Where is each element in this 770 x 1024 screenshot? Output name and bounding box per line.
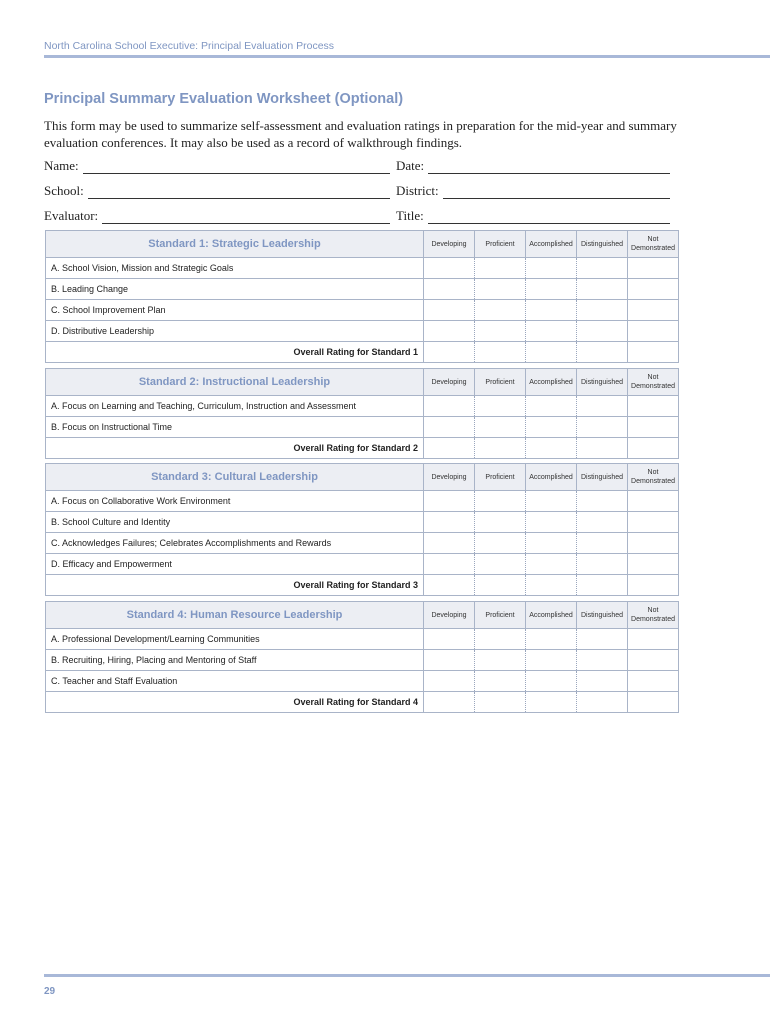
evaluator-line[interactable]: [102, 209, 390, 224]
rating-cell[interactable]: [526, 279, 577, 300]
field-row-name-date: [44, 158, 670, 176]
col-demonstrated: Demonstrated: [631, 383, 675, 390]
criterion-label: A. Focus on Collaborative Work Environment: [46, 491, 424, 512]
col-distinguished: Distinguished: [577, 231, 628, 258]
school-label: School:: [44, 183, 84, 198]
criterion-row: [46, 671, 679, 692]
rating-cell[interactable]: [628, 342, 679, 363]
col-accomplished: Accomplished: [526, 369, 577, 396]
col-developing: Developing: [424, 464, 475, 491]
rating-cell[interactable]: [475, 300, 526, 321]
district-field[interactable]: [396, 183, 670, 199]
col-proficient: Proficient: [475, 602, 526, 629]
rating-cell[interactable]: [526, 417, 577, 438]
col-proficient: Proficient: [475, 464, 526, 491]
field-row-school-district: [44, 183, 670, 201]
rating-cell[interactable]: [475, 671, 526, 692]
rating-cell[interactable]: [424, 438, 475, 459]
rating-cell[interactable]: [475, 279, 526, 300]
rating-cell[interactable]: [628, 671, 679, 692]
name-line[interactable]: [83, 159, 390, 174]
rating-cell[interactable]: [475, 258, 526, 279]
rating-cell[interactable]: [526, 554, 577, 575]
criterion-row: [46, 321, 679, 342]
standard-3-table: [45, 463, 679, 596]
rating-cell[interactable]: [424, 258, 475, 279]
overall-row: [46, 575, 679, 596]
criterion-row: [46, 300, 679, 321]
criterion-row: [46, 629, 679, 650]
rating-cell[interactable]: [526, 438, 577, 459]
rating-cell[interactable]: [526, 650, 577, 671]
rating-cell[interactable]: [526, 629, 577, 650]
rating-cell[interactable]: [526, 396, 577, 417]
rating-cell[interactable]: [577, 554, 628, 575]
overall-label: Overall Rating for Standard 4: [46, 692, 424, 713]
rating-cell[interactable]: [424, 417, 475, 438]
standard-4-table: [45, 601, 679, 713]
rating-cell[interactable]: [424, 575, 475, 596]
rating-cell[interactable]: [577, 512, 628, 533]
criterion-row: [46, 533, 679, 554]
rating-cell[interactable]: [577, 671, 628, 692]
title-field[interactable]: [396, 208, 670, 224]
criterion-label: D. Efficacy and Empowerment: [46, 554, 424, 575]
criterion-label: A. Focus on Learning and Teaching, Curriculum, Instruction and Assessment: [46, 396, 424, 417]
rating-cell[interactable]: [475, 629, 526, 650]
rating-cell[interactable]: [628, 417, 679, 438]
district-line[interactable]: [443, 184, 670, 199]
rating-cell[interactable]: [475, 396, 526, 417]
rating-cell[interactable]: [424, 342, 475, 363]
col-demonstrated: Demonstrated: [631, 245, 675, 252]
rating-cell[interactable]: [475, 417, 526, 438]
col-accomplished: Accomplished: [526, 464, 577, 491]
col-demonstrated: Demonstrated: [631, 616, 675, 623]
rating-cell[interactable]: [628, 438, 679, 459]
evaluator-label: Evaluator:: [44, 208, 99, 223]
criterion-label: A. Professional Development/Learning Communities: [46, 629, 424, 650]
rating-cell[interactable]: [424, 321, 475, 342]
name-label: Name:: [44, 158, 79, 173]
standard-title: Standard 3: Cultural Leadership: [46, 464, 424, 491]
rating-cell[interactable]: [424, 650, 475, 671]
field-row-evaluator-title: [44, 208, 670, 226]
standard-title: Standard 4: Human Resource Leadership: [46, 602, 424, 629]
rating-cell[interactable]: [577, 258, 628, 279]
date-line[interactable]: [428, 159, 670, 174]
overall-row: [46, 342, 679, 363]
col-accomplished: Accomplished: [526, 602, 577, 629]
rating-cell[interactable]: [526, 321, 577, 342]
date-label: Date:: [396, 158, 425, 173]
col-not-demonstrated: [628, 602, 679, 629]
criterion-label: B. Leading Change: [46, 279, 424, 300]
rating-cell[interactable]: [475, 342, 526, 363]
col-not-demonstrated: [628, 464, 679, 491]
overall-row: [46, 692, 679, 713]
rating-cell[interactable]: [628, 396, 679, 417]
rating-cell[interactable]: [577, 533, 628, 554]
district-label: District:: [396, 183, 439, 198]
criterion-label: A. School Vision, Mission and Strategic Goals: [46, 258, 424, 279]
rating-cell[interactable]: [424, 279, 475, 300]
rating-cell[interactable]: [577, 692, 628, 713]
rating-cell[interactable]: [526, 533, 577, 554]
col-developing: Developing: [424, 369, 475, 396]
evaluator-field[interactable]: [44, 208, 390, 224]
rating-cell[interactable]: [475, 533, 526, 554]
col-developing: Developing: [424, 602, 475, 629]
page-title: Principal Summary Evaluation Worksheet (Optional): [44, 91, 404, 107]
page-number: 29: [44, 986, 56, 997]
col-proficient: Proficient: [475, 369, 526, 396]
rating-cell[interactable]: [577, 417, 628, 438]
overall-label: Overall Rating for Standard 1: [46, 342, 424, 363]
header-rule: [44, 55, 770, 58]
criterion-label: C. Teacher and Staff Evaluation: [46, 671, 424, 692]
rating-cell[interactable]: [424, 692, 475, 713]
col-developing: Developing: [424, 231, 475, 258]
col-not: Not: [647, 607, 659, 614]
criterion-row: [46, 491, 679, 512]
rating-cell[interactable]: [475, 575, 526, 596]
col-proficient: Proficient: [475, 231, 526, 258]
rating-cell[interactable]: [577, 650, 628, 671]
overall-label: Overall Rating for Standard 2: [46, 438, 424, 459]
rating-cell[interactable]: [628, 692, 679, 713]
rating-cell[interactable]: [628, 321, 679, 342]
rating-cell[interactable]: [577, 300, 628, 321]
standard-title: Standard 2: Instructional Leadership: [46, 369, 424, 396]
col-accomplished: Accomplished: [526, 231, 577, 258]
rating-cell[interactable]: [526, 671, 577, 692]
rating-cell[interactable]: [526, 512, 577, 533]
rating-cell[interactable]: [475, 491, 526, 512]
criterion-label: B. Recruiting, Hiring, Placing and Mentoring of Staff: [46, 650, 424, 671]
criterion-row: [46, 512, 679, 533]
rating-cell[interactable]: [628, 650, 679, 671]
col-distinguished: Distinguished: [577, 369, 628, 396]
rating-cell[interactable]: [424, 396, 475, 417]
criterion-row: [46, 279, 679, 300]
running-header: North Carolina School Executive: Principal Evaluation Process: [44, 40, 335, 52]
rating-cell[interactable]: [526, 575, 577, 596]
title-line[interactable]: [428, 209, 670, 224]
criterion-row: [46, 396, 679, 417]
criterion-label: B. School Culture and Identity: [46, 512, 424, 533]
date-field[interactable]: [396, 158, 670, 174]
rating-cell[interactable]: [628, 629, 679, 650]
rating-cell[interactable]: [628, 533, 679, 554]
rating-cell[interactable]: [577, 279, 628, 300]
rating-cell[interactable]: [577, 342, 628, 363]
rating-cell[interactable]: [475, 692, 526, 713]
standard-2-table: [45, 368, 679, 459]
rating-cell[interactable]: [526, 300, 577, 321]
criterion-label: C. Acknowledges Failures; Celebrates Accomplishments and Rewards: [46, 533, 424, 554]
col-distinguished: Distinguished: [577, 464, 628, 491]
rating-cell[interactable]: [526, 692, 577, 713]
rating-cell[interactable]: [526, 491, 577, 512]
title-label: Title:: [396, 208, 424, 223]
rating-cell[interactable]: [577, 491, 628, 512]
rating-cell[interactable]: [424, 300, 475, 321]
overall-row: [46, 438, 679, 459]
criterion-row: [46, 258, 679, 279]
rating-cell[interactable]: [577, 438, 628, 459]
overall-label: Overall Rating for Standard 3: [46, 575, 424, 596]
rating-cell[interactable]: [475, 512, 526, 533]
rating-cell[interactable]: [424, 629, 475, 650]
rating-cell[interactable]: [424, 554, 475, 575]
rating-cell[interactable]: [475, 438, 526, 459]
criterion-label: B. Focus on Instructional Time: [46, 417, 424, 438]
col-not: Not: [647, 374, 659, 381]
rating-cell[interactable]: [628, 554, 679, 575]
intro-paragraph: This form may be used to summarize self-assessment and evaluation ratings in preparation for the mid-year and summary evaluation conferences. It may also be used as a record of walkthrough findings.: [44, 118, 677, 150]
criterion-row: [46, 650, 679, 671]
rating-cell[interactable]: [424, 533, 475, 554]
standard-1-table: [45, 230, 679, 363]
rating-cell[interactable]: [424, 512, 475, 533]
col-distinguished: Distinguished: [577, 602, 628, 629]
col-not: Not: [647, 236, 659, 243]
rating-cell[interactable]: [628, 258, 679, 279]
rating-cell[interactable]: [424, 671, 475, 692]
col-not-demonstrated: [628, 231, 679, 258]
col-not-demonstrated: [628, 369, 679, 396]
rating-cell[interactable]: [577, 321, 628, 342]
school-line[interactable]: [88, 184, 390, 199]
rating-cell[interactable]: [628, 512, 679, 533]
rating-cell[interactable]: [577, 575, 628, 596]
footer-rule: [44, 974, 770, 977]
criterion-row: [46, 417, 679, 438]
criterion-row: [46, 554, 679, 575]
col-demonstrated: Demonstrated: [631, 478, 675, 485]
name-field[interactable]: [44, 158, 390, 174]
criterion-label: C. School Improvement Plan: [46, 300, 424, 321]
rating-cell[interactable]: [526, 258, 577, 279]
rating-cell[interactable]: [628, 575, 679, 596]
rating-cell[interactable]: [424, 491, 475, 512]
standard-title: Standard 1: Strategic Leadership: [46, 231, 424, 258]
school-field[interactable]: [44, 183, 390, 199]
rating-cell[interactable]: [475, 321, 526, 342]
rating-cell[interactable]: [577, 396, 628, 417]
rating-cell[interactable]: [475, 554, 526, 575]
rating-cell[interactable]: [628, 279, 679, 300]
rating-cell[interactable]: [475, 650, 526, 671]
rating-cell[interactable]: [526, 342, 577, 363]
rating-cell[interactable]: [628, 300, 679, 321]
rating-cell[interactable]: [628, 491, 679, 512]
rating-cell[interactable]: [577, 629, 628, 650]
criterion-label: D. Distributive Leadership: [46, 321, 424, 342]
col-not: Not: [647, 469, 659, 476]
